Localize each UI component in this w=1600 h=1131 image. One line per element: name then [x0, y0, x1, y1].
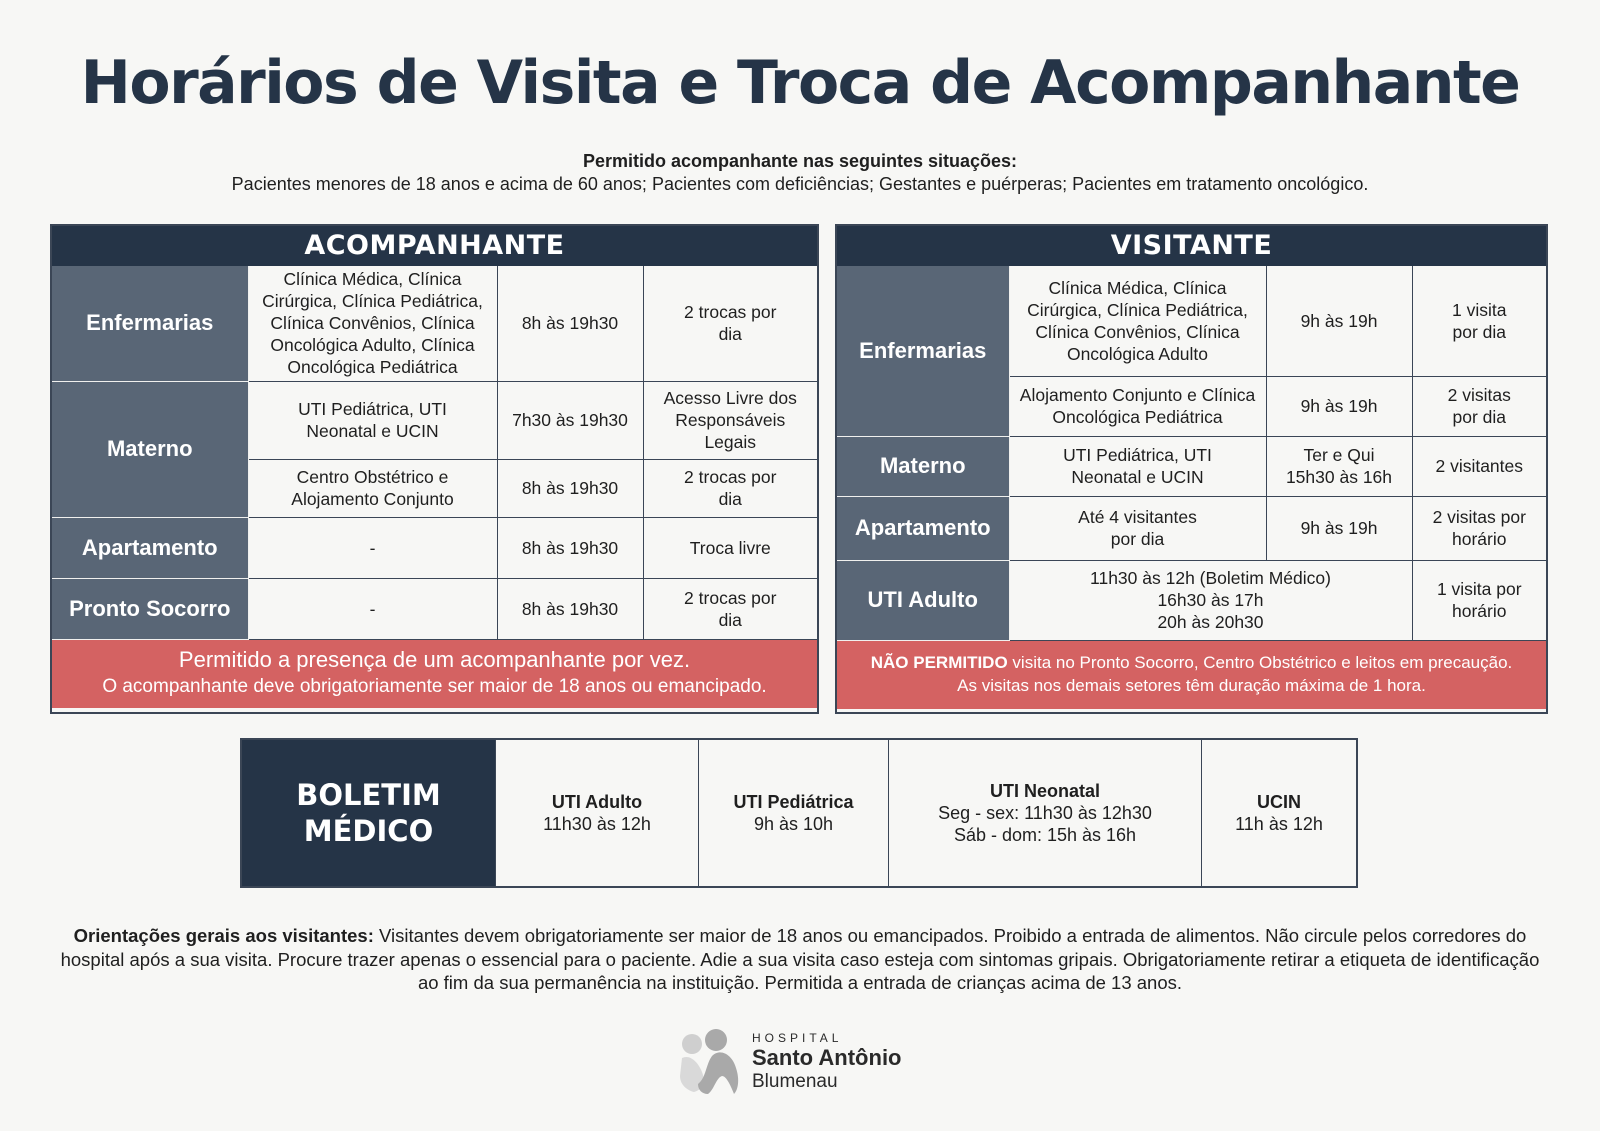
hours-cell: 9h às 19h	[1266, 266, 1412, 376]
boletim-medico-panel	[240, 738, 1358, 888]
rule-cell: Troca livre	[643, 517, 817, 578]
guidelines-text: Visitantes devem obrigatoriamente ser maior de 18 anos ou emancipados. Proibido a entrada de alimentos. Não circule pelos corredores do hospital após a sua visita. Procure trazer apenas o essencial para o paciente. Adie a sua visita caso esteja com sintomas gripais. Obrigatoriamente retirar a etiqueta de identificação ao fim da sua permanência na instituição. Permitida a entrada de crianças acima de 13 anos.	[60, 925, 1540, 993]
rule-cell: 1 visita por dia	[1412, 266, 1546, 376]
boletim-item-time: 11h às 12h	[1235, 814, 1323, 834]
table-row	[52, 517, 817, 578]
logo-line-3: Blumenau	[752, 1071, 838, 1092]
boletim-item-time: Sáb - dom: 15h às 16h	[953, 825, 1137, 845]
category-cell: Apartamento	[837, 496, 1009, 560]
category-cell: Materno	[52, 381, 248, 517]
intro-text: Pacientes menores de 18 anos e acima de 60 anos; Pacientes com deficiências; Gestantes e puérperas; Pacientes em tratamento oncológico.	[231, 174, 1369, 194]
sector-cell: Clínica Médica, Clínica Cirúrgica, Clínica Pediátrica, Clínica Convênios, Clínica Oncológica Adulto, Clínica Oncológica Pediátrica	[248, 266, 497, 381]
boletim-item-time: Seg - sex: 11h30 às 12h30	[938, 803, 1152, 823]
sector-cell: UTI Pediátrica, UTI Neonatal e UCIN	[248, 381, 497, 459]
intro	[0, 150, 1600, 196]
sector-cell: UTI Pediátrica, UTI Neonatal e UCIN	[1009, 436, 1266, 496]
hours-line: 16h30 às 17h	[1157, 590, 1264, 610]
visitor-guidelines	[60, 924, 1540, 995]
boletim-item-name: UTI Neonatal	[989, 781, 1100, 801]
rule-cell: 2 trocas por dia	[643, 578, 817, 639]
hours-cell: 9h às 19h	[1266, 376, 1412, 436]
table-row	[52, 578, 817, 639]
category-cell: UTI Adulto	[837, 560, 1009, 640]
acompanhante-panel	[50, 224, 819, 714]
hours-cell: 8h às 19h30	[497, 459, 643, 517]
category-cell: Materno	[837, 436, 1009, 496]
boletim-item	[1201, 740, 1356, 886]
warning-line-2: As visitas nos demais setores têm duração máxima de 1 hora.	[957, 675, 1426, 695]
hours-cell: 8h às 19h30	[497, 266, 643, 381]
rule-cell: 2 visitantes	[1412, 436, 1546, 496]
hours-cell: 9h às 19h	[1266, 496, 1412, 560]
boletim-item-time: 11h30 às 12h	[543, 814, 651, 834]
rule-cell: 2 visitas por horário	[1412, 496, 1546, 560]
hospital-logo	[676, 1028, 902, 1096]
category-cell: Enfermarias	[52, 266, 248, 381]
warning-line-2: O acompanhante deve obrigatoriamente ser maior de 18 anos ou emancipado.	[102, 675, 767, 697]
rule-cell: Acesso Livre dos Responsáveis Legais	[643, 381, 817, 459]
boletim-item	[698, 740, 888, 886]
hospital-people-logo-icon	[676, 1028, 742, 1096]
acompanhante-warning	[52, 640, 817, 708]
sector-hours-cell	[1009, 560, 1412, 640]
hours-cell: Ter e Qui 15h30 às 16h	[1266, 436, 1412, 496]
intro-heading: Permitido acompanhante nas seguintes situações:	[582, 151, 1018, 171]
category-cell: Apartamento	[52, 517, 248, 578]
hours-line: 11h30 às 12h (Boletim Médico)	[1090, 568, 1331, 588]
hours-cell: 8h às 19h30	[497, 517, 643, 578]
logo-line-2: Santo Antônio	[752, 1045, 902, 1070]
visitante-table	[837, 266, 1546, 641]
acompanhante-table	[52, 266, 817, 640]
table-row	[837, 496, 1546, 560]
table-row	[837, 436, 1546, 496]
rule-cell: 2 visitas por dia	[1412, 376, 1546, 436]
sector-cell: -	[248, 578, 497, 639]
sector-cell: Alojamento Conjunto e Clínica Oncológica Pediátrica	[1009, 376, 1266, 436]
warning-line-1: NÃO PERMITIDO visita no Pronto Socorro, Centro Obstétrico e leitos em precaução.	[870, 652, 1513, 672]
hours-cell: 8h às 19h30	[497, 578, 643, 639]
hours-line: 20h às 20h30	[1157, 612, 1264, 632]
table-row	[52, 381, 817, 459]
table-row	[52, 266, 817, 381]
category-cell: Pronto Socorro	[52, 578, 248, 639]
acompanhante-header: ACOMPANHANTE	[52, 226, 817, 266]
boletim-item-name: UTI Adulto	[551, 792, 643, 812]
guidelines-heading: Orientações gerais aos visitantes:	[73, 925, 374, 946]
sector-cell: -	[248, 517, 497, 578]
sector-cell: Centro Obstétrico e Alojamento Conjunto	[248, 459, 497, 517]
boletim-item-name: UTI Pediátrica	[733, 792, 854, 812]
warning-line-1: Permitido a presença de um acompanhante por vez.	[178, 646, 691, 672]
boletim-header: BOLETIM MÉDICO	[242, 740, 495, 886]
visitante-warning	[837, 641, 1546, 709]
logo-text	[752, 1031, 902, 1093]
boletim-item	[495, 740, 698, 886]
visitante-header: VISITANTE	[837, 226, 1546, 266]
table-row	[837, 266, 1546, 376]
boletim-item	[888, 740, 1201, 886]
logo-line-1: HOSPITAL	[752, 1031, 843, 1045]
sector-cell: Até 4 visitantes por dia	[1009, 496, 1266, 560]
category-cell: Enfermarias	[837, 266, 1009, 436]
rule-cell: 2 trocas por dia	[643, 459, 817, 517]
warning-bold: NÃO PERMITIDO	[870, 652, 1008, 672]
page-title: Horários de Visita e Troca de Acompanhante	[80, 48, 1520, 118]
rule-cell: 1 visita por horário	[1412, 560, 1546, 640]
hours-cell: 7h30 às 19h30	[497, 381, 643, 459]
rule-cell: 2 trocas por dia	[643, 266, 817, 381]
boletim-item-time: 9h às 10h	[753, 814, 834, 834]
table-row	[837, 560, 1546, 640]
boletim-item-name: UCIN	[1257, 792, 1301, 812]
visitante-panel	[835, 224, 1548, 714]
sector-cell: Clínica Médica, Clínica Cirúrgica, Clínica Pediátrica, Clínica Convênios, Clínica Oncológica Adulto	[1009, 266, 1266, 376]
